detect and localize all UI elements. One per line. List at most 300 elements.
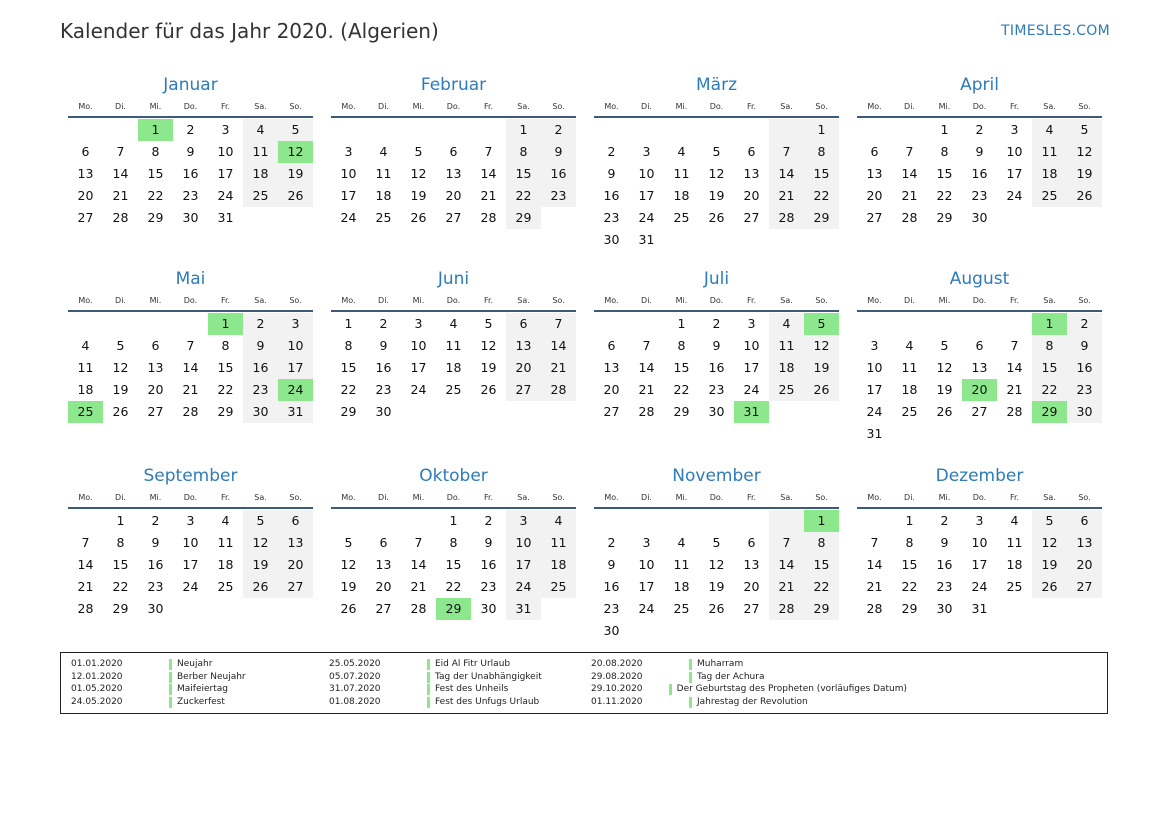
day-cell: 4 bbox=[769, 313, 804, 335]
day-cell: 1 bbox=[804, 119, 839, 141]
day-cell: 18 bbox=[541, 554, 576, 576]
day-cell: 5 bbox=[414, 144, 423, 159]
day-cell: 10 bbox=[971, 535, 988, 550]
day-cell: 10 bbox=[217, 144, 234, 159]
weekday-label: Sa. bbox=[780, 493, 793, 502]
day-cell: 12 bbox=[480, 338, 497, 353]
day-cell: 8 bbox=[1032, 335, 1067, 357]
day-cell: 7 bbox=[81, 535, 90, 550]
weekday-label: Sa. bbox=[1043, 296, 1056, 305]
site-link[interactable]: TIMESLES.COM bbox=[1001, 23, 1110, 39]
holiday-day-cell: 12 bbox=[278, 141, 313, 163]
day-cell: 29 bbox=[673, 404, 690, 419]
day-cell: 29 bbox=[804, 598, 839, 620]
day-cell: 26 bbox=[243, 576, 278, 598]
day-cell: 9 bbox=[186, 144, 195, 159]
day-cell: 20 bbox=[147, 382, 164, 397]
day-cell: 11 bbox=[1032, 141, 1067, 163]
day-cell: 25 bbox=[541, 576, 576, 598]
holiday-date: 01.11.2020 bbox=[591, 696, 643, 707]
weekday-label: Do. bbox=[446, 102, 461, 111]
holiday-marker bbox=[427, 659, 430, 670]
day-cell: 13 bbox=[603, 360, 620, 375]
day-cell: 18 bbox=[901, 382, 918, 397]
day-cell: 25 bbox=[243, 185, 278, 207]
weekday-label: Mo. bbox=[341, 493, 356, 502]
weekday-label: Fr. bbox=[746, 296, 757, 305]
day-cell: 22 bbox=[673, 382, 690, 397]
day-cell: 14 bbox=[769, 554, 804, 576]
day-cell: 24 bbox=[182, 579, 199, 594]
day-cell: 16 bbox=[708, 360, 725, 375]
day-cell: 23 bbox=[480, 579, 497, 594]
day-cell: 13 bbox=[445, 166, 462, 181]
day-cell: 27 bbox=[603, 404, 620, 419]
day-cell: 25 bbox=[217, 579, 234, 594]
day-cell: 26 bbox=[410, 210, 427, 225]
day-cell: 9 bbox=[243, 335, 278, 357]
day-cell: 10 bbox=[506, 532, 541, 554]
day-cell: 21 bbox=[410, 579, 427, 594]
month-mai bbox=[68, 266, 313, 463]
day-cell: 16 bbox=[936, 557, 953, 572]
day-cell: 16 bbox=[971, 166, 988, 181]
day-cell: 30 bbox=[147, 601, 164, 616]
empty-cell bbox=[892, 119, 927, 141]
day-cell: 5 bbox=[712, 535, 721, 550]
day-cell: 2 bbox=[712, 316, 721, 331]
day-cell: 19 bbox=[1067, 163, 1102, 185]
holiday-name: Berber Neujahr bbox=[177, 671, 246, 682]
day-cell: 4 bbox=[1032, 119, 1067, 141]
weekday-label: Sa. bbox=[517, 296, 530, 305]
day-cell: 30 bbox=[603, 623, 620, 638]
day-cell: 18 bbox=[1032, 163, 1067, 185]
empty-cell bbox=[594, 119, 629, 141]
day-cell: 4 bbox=[677, 144, 686, 159]
day-cell: 14 bbox=[541, 335, 576, 357]
day-cell: 5 bbox=[1032, 510, 1067, 532]
day-cell: 27 bbox=[743, 601, 760, 616]
holiday-entry bbox=[581, 683, 907, 696]
weekday-label: Mi. bbox=[675, 493, 688, 502]
day-cell: 11 bbox=[673, 557, 690, 572]
holiday-day-cell: 25 bbox=[68, 401, 103, 423]
weekday-label: Di. bbox=[378, 102, 389, 111]
day-cell: 5 bbox=[344, 535, 353, 550]
day-cell: 7 bbox=[870, 535, 879, 550]
day-cell: 7 bbox=[642, 338, 651, 353]
day-cell: 19 bbox=[804, 357, 839, 379]
day-cell: 20 bbox=[743, 188, 760, 203]
day-cell: 28 bbox=[1006, 404, 1023, 419]
empty-cell bbox=[769, 510, 804, 532]
holiday-entry bbox=[581, 696, 907, 709]
month-name: Mai bbox=[175, 269, 206, 289]
weekday-label: Sa. bbox=[254, 493, 267, 502]
day-cell: 16 bbox=[480, 557, 497, 572]
day-cell: 2 bbox=[379, 316, 388, 331]
empty-cell bbox=[103, 119, 138, 141]
day-cell: 12 bbox=[410, 166, 427, 181]
weekday-label: Fr. bbox=[220, 296, 231, 305]
weekday-label: Do. bbox=[709, 102, 724, 111]
day-cell: 3 bbox=[506, 510, 541, 532]
day-cell: 23 bbox=[708, 382, 725, 397]
day-cell: 27 bbox=[866, 210, 883, 225]
empty-cell bbox=[629, 510, 664, 532]
day-cell: 2 bbox=[607, 535, 616, 550]
day-cell: 23 bbox=[603, 601, 620, 616]
day-cell: 6 bbox=[379, 535, 388, 550]
holiday-name: Neujahr bbox=[177, 659, 213, 669]
weekday-label: Fr. bbox=[220, 493, 231, 502]
day-cell: 24 bbox=[340, 210, 357, 225]
holiday-date: 05.07.2020 bbox=[329, 671, 381, 682]
day-cell: 29 bbox=[936, 210, 953, 225]
day-cell: 1 bbox=[344, 316, 353, 331]
day-cell: 12 bbox=[340, 557, 357, 572]
weekday-label: Do. bbox=[972, 493, 987, 502]
weekday-label: Di. bbox=[904, 296, 915, 305]
weekday-label: So. bbox=[1078, 296, 1091, 305]
day-cell: 17 bbox=[410, 360, 427, 375]
day-cell: 24 bbox=[1006, 188, 1023, 203]
day-cell: 27 bbox=[375, 601, 392, 616]
day-cell: 19 bbox=[410, 188, 427, 203]
empty-cell bbox=[331, 119, 366, 141]
day-cell: 2 bbox=[186, 122, 195, 137]
weekday-label: Fr. bbox=[1009, 493, 1020, 502]
day-cell: 15 bbox=[901, 557, 918, 572]
day-cell: 12 bbox=[936, 360, 953, 375]
day-cell: 7 bbox=[414, 535, 423, 550]
day-cell: 2 bbox=[484, 513, 493, 528]
weekday-label: Fr. bbox=[1009, 296, 1020, 305]
day-cell: 31 bbox=[638, 232, 655, 247]
holiday-date: 12.01.2020 bbox=[71, 671, 123, 682]
month-name: September bbox=[143, 466, 238, 486]
holiday-day-cell: 29 bbox=[436, 598, 471, 620]
day-cell: 31 bbox=[217, 210, 234, 225]
day-cell: 22 bbox=[340, 382, 357, 397]
day-cell: 12 bbox=[1032, 532, 1067, 554]
day-cell: 28 bbox=[769, 207, 804, 229]
day-cell: 3 bbox=[344, 144, 353, 159]
day-cell: 15 bbox=[936, 166, 953, 181]
day-cell: 25 bbox=[445, 382, 462, 397]
day-cell: 4 bbox=[81, 338, 90, 353]
day-cell: 22 bbox=[506, 185, 541, 207]
day-cell: 3 bbox=[747, 316, 756, 331]
day-cell: 1 bbox=[116, 513, 125, 528]
holiday-entry bbox=[581, 671, 907, 684]
day-cell: 18 bbox=[375, 188, 392, 203]
weekday-label: Do. bbox=[709, 493, 724, 502]
day-cell: 20 bbox=[375, 579, 392, 594]
day-cell: 30 bbox=[708, 404, 725, 419]
month-divider bbox=[331, 116, 576, 118]
day-cell: 24 bbox=[866, 404, 883, 419]
holiday-day-cell: 1 bbox=[138, 119, 173, 141]
day-cell: 30 bbox=[971, 210, 988, 225]
weekday-label: Di. bbox=[641, 102, 652, 111]
day-cell: 4 bbox=[221, 513, 230, 528]
weekday-label: Di. bbox=[378, 493, 389, 502]
day-cell: 11 bbox=[445, 338, 462, 353]
day-cell: 11 bbox=[769, 335, 804, 357]
day-cell: 7 bbox=[541, 313, 576, 335]
weekday-label: Sa. bbox=[517, 493, 530, 502]
empty-cell bbox=[103, 313, 138, 335]
weekday-label: Sa. bbox=[1043, 493, 1056, 502]
weekday-label: So. bbox=[815, 102, 828, 111]
day-cell: 19 bbox=[708, 188, 725, 203]
weekday-label: So. bbox=[289, 296, 302, 305]
weekday-label: Fr. bbox=[483, 102, 494, 111]
day-cell: 10 bbox=[638, 557, 655, 572]
day-cell: 25 bbox=[1006, 579, 1023, 594]
month-name: Juli bbox=[703, 269, 730, 289]
day-cell: 9 bbox=[607, 166, 616, 181]
day-cell: 4 bbox=[379, 144, 388, 159]
page-title: Kalender für das Jahr 2020. (Algerien) bbox=[60, 19, 439, 43]
empty-cell bbox=[769, 119, 804, 141]
empty-cell bbox=[629, 313, 664, 335]
holiday-column bbox=[319, 658, 581, 713]
days-grid bbox=[331, 510, 576, 620]
weekday-label: Di. bbox=[115, 296, 126, 305]
day-cell: 4 bbox=[449, 316, 458, 331]
day-cell: 23 bbox=[243, 379, 278, 401]
day-cell: 12 bbox=[804, 335, 839, 357]
day-cell: 8 bbox=[804, 141, 839, 163]
weekday-label: So. bbox=[552, 102, 565, 111]
weekday-header bbox=[331, 292, 576, 310]
day-cell: 29 bbox=[112, 601, 129, 616]
weekday-label: Mo. bbox=[78, 296, 93, 305]
day-cell: 7 bbox=[186, 338, 195, 353]
month-oktober bbox=[331, 463, 576, 648]
holiday-day-cell: 24 bbox=[278, 379, 313, 401]
day-cell: 9 bbox=[607, 557, 616, 572]
day-cell: 27 bbox=[743, 210, 760, 225]
day-cell: 9 bbox=[541, 141, 576, 163]
day-cell: 9 bbox=[151, 535, 160, 550]
day-cell: 17 bbox=[1006, 166, 1023, 181]
day-cell: 18 bbox=[77, 382, 94, 397]
day-cell: 13 bbox=[278, 532, 313, 554]
day-cell: 10 bbox=[866, 360, 883, 375]
weekday-header bbox=[68, 98, 313, 116]
day-cell: 19 bbox=[936, 382, 953, 397]
day-cell: 10 bbox=[278, 335, 313, 357]
month-name: Dezember bbox=[935, 466, 1024, 486]
weekday-label: Do. bbox=[183, 102, 198, 111]
day-cell: 24 bbox=[638, 210, 655, 225]
day-cell: 25 bbox=[673, 601, 690, 616]
empty-cell bbox=[927, 313, 962, 335]
days-grid bbox=[857, 119, 1102, 229]
empty-cell bbox=[857, 119, 892, 141]
day-cell: 11 bbox=[673, 166, 690, 181]
day-cell: 14 bbox=[77, 557, 94, 572]
month-divider bbox=[857, 507, 1102, 509]
day-cell: 10 bbox=[340, 166, 357, 181]
day-cell: 5 bbox=[1067, 119, 1102, 141]
day-cell: 22 bbox=[804, 576, 839, 598]
month-februar bbox=[331, 72, 576, 266]
days-grid bbox=[857, 313, 1102, 445]
weekday-header bbox=[68, 489, 313, 507]
weekday-label: Do. bbox=[446, 296, 461, 305]
weekday-label: Mo. bbox=[867, 102, 882, 111]
day-cell: 1 bbox=[940, 122, 949, 137]
day-cell: 19 bbox=[480, 360, 497, 375]
weekday-label: Mo. bbox=[341, 296, 356, 305]
day-cell: 11 bbox=[77, 360, 94, 375]
weekday-label: Do. bbox=[972, 102, 987, 111]
day-cell: 17 bbox=[217, 166, 234, 181]
day-cell: 29 bbox=[901, 601, 918, 616]
day-cell: 22 bbox=[901, 579, 918, 594]
day-cell: 30 bbox=[375, 404, 392, 419]
day-cell: 22 bbox=[147, 188, 164, 203]
day-cell: 22 bbox=[445, 579, 462, 594]
day-cell: 10 bbox=[743, 338, 760, 353]
day-cell: 28 bbox=[182, 404, 199, 419]
weekday-label: Mi. bbox=[412, 102, 425, 111]
weekday-label: Fr. bbox=[1009, 102, 1020, 111]
day-cell: 26 bbox=[1032, 576, 1067, 598]
day-cell: 8 bbox=[151, 144, 160, 159]
day-cell: 1 bbox=[677, 316, 686, 331]
empty-cell bbox=[68, 119, 103, 141]
weekday-label: Fr. bbox=[483, 493, 494, 502]
day-cell: 25 bbox=[769, 379, 804, 401]
day-cell: 17 bbox=[743, 360, 760, 375]
weekday-label: Mo. bbox=[78, 493, 93, 502]
day-cell: 8 bbox=[940, 144, 949, 159]
holiday-marker bbox=[669, 684, 672, 695]
day-cell: 17 bbox=[278, 357, 313, 379]
month-juli bbox=[594, 266, 839, 463]
month-name: Februar bbox=[420, 75, 487, 95]
holiday-name: Fest des Unfugs Urlaub bbox=[435, 696, 540, 707]
weekday-label: Di. bbox=[115, 493, 126, 502]
weekday-label: So. bbox=[1078, 493, 1091, 502]
day-cell: 27 bbox=[971, 404, 988, 419]
weekday-label: Mi. bbox=[938, 493, 951, 502]
day-cell: 28 bbox=[638, 404, 655, 419]
day-cell: 26 bbox=[340, 601, 357, 616]
day-cell: 28 bbox=[769, 598, 804, 620]
day-cell: 5 bbox=[116, 338, 125, 353]
day-cell: 27 bbox=[506, 379, 541, 401]
day-cell: 11 bbox=[1006, 535, 1023, 550]
day-cell: 3 bbox=[278, 313, 313, 335]
holiday-day-cell: 1 bbox=[208, 313, 243, 335]
empty-cell bbox=[734, 510, 769, 532]
holiday-entry bbox=[581, 658, 907, 671]
day-cell: 4 bbox=[541, 510, 576, 532]
day-cell: 29 bbox=[217, 404, 234, 419]
weekday-label: So. bbox=[289, 493, 302, 502]
day-cell: 23 bbox=[147, 579, 164, 594]
empty-cell bbox=[664, 119, 699, 141]
day-cell: 23 bbox=[375, 382, 392, 397]
day-cell: 23 bbox=[182, 188, 199, 203]
weekday-label: Fr. bbox=[746, 102, 757, 111]
month-august bbox=[857, 266, 1102, 463]
empty-cell bbox=[68, 313, 103, 335]
day-cell: 29 bbox=[340, 404, 357, 419]
holiday-day-cell: 29 bbox=[1032, 401, 1067, 423]
empty-cell bbox=[699, 119, 734, 141]
day-cell: 11 bbox=[217, 535, 234, 550]
holiday-marker bbox=[689, 659, 692, 670]
month-divider bbox=[594, 116, 839, 118]
day-cell: 19 bbox=[708, 579, 725, 594]
day-cell: 28 bbox=[901, 210, 918, 225]
weekday-label: Do. bbox=[972, 296, 987, 305]
holiday-date: 01.08.2020 bbox=[329, 696, 381, 707]
day-cell: 20 bbox=[278, 554, 313, 576]
day-cell: 28 bbox=[866, 601, 883, 616]
weekday-label: Sa. bbox=[254, 102, 267, 111]
month-märz bbox=[594, 72, 839, 266]
day-cell: 3 bbox=[414, 316, 423, 331]
day-cell: 13 bbox=[866, 166, 883, 181]
day-cell: 30 bbox=[480, 601, 497, 616]
weekday-label: Di. bbox=[904, 493, 915, 502]
weekday-label: Mi. bbox=[412, 296, 425, 305]
day-cell: 22 bbox=[112, 579, 129, 594]
day-cell: 8 bbox=[449, 535, 458, 550]
day-cell: 31 bbox=[971, 601, 988, 616]
weekday-header bbox=[594, 292, 839, 310]
holiday-name: Muharram bbox=[697, 659, 744, 669]
day-cell: 27 bbox=[77, 210, 94, 225]
day-cell: 19 bbox=[243, 554, 278, 576]
day-cell: 21 bbox=[480, 188, 497, 203]
day-cell: 21 bbox=[769, 185, 804, 207]
weekday-label: Di. bbox=[641, 296, 652, 305]
day-cell: 15 bbox=[1032, 357, 1067, 379]
empty-cell bbox=[962, 313, 997, 335]
weekday-label: Do. bbox=[446, 493, 461, 502]
day-cell: 12 bbox=[708, 166, 725, 181]
day-cell: 5 bbox=[243, 510, 278, 532]
weekday-header bbox=[857, 489, 1102, 507]
empty-cell bbox=[857, 313, 892, 335]
day-cell: 6 bbox=[506, 313, 541, 335]
empty-cell bbox=[471, 119, 506, 141]
empty-cell bbox=[366, 510, 401, 532]
day-cell: 28 bbox=[77, 601, 94, 616]
day-cell: 24 bbox=[638, 601, 655, 616]
day-cell: 18 bbox=[217, 557, 234, 572]
day-cell: 5 bbox=[940, 338, 949, 353]
day-cell: 4 bbox=[905, 338, 914, 353]
day-cell: 17 bbox=[638, 188, 655, 203]
holidays-legend bbox=[60, 652, 1108, 714]
holiday-name: Tag der Achura bbox=[697, 671, 765, 682]
day-cell: 13 bbox=[1067, 532, 1102, 554]
holiday-name: Tag der Unabhängigkeit bbox=[435, 671, 542, 682]
days-grid bbox=[68, 313, 313, 423]
day-cell: 25 bbox=[673, 210, 690, 225]
